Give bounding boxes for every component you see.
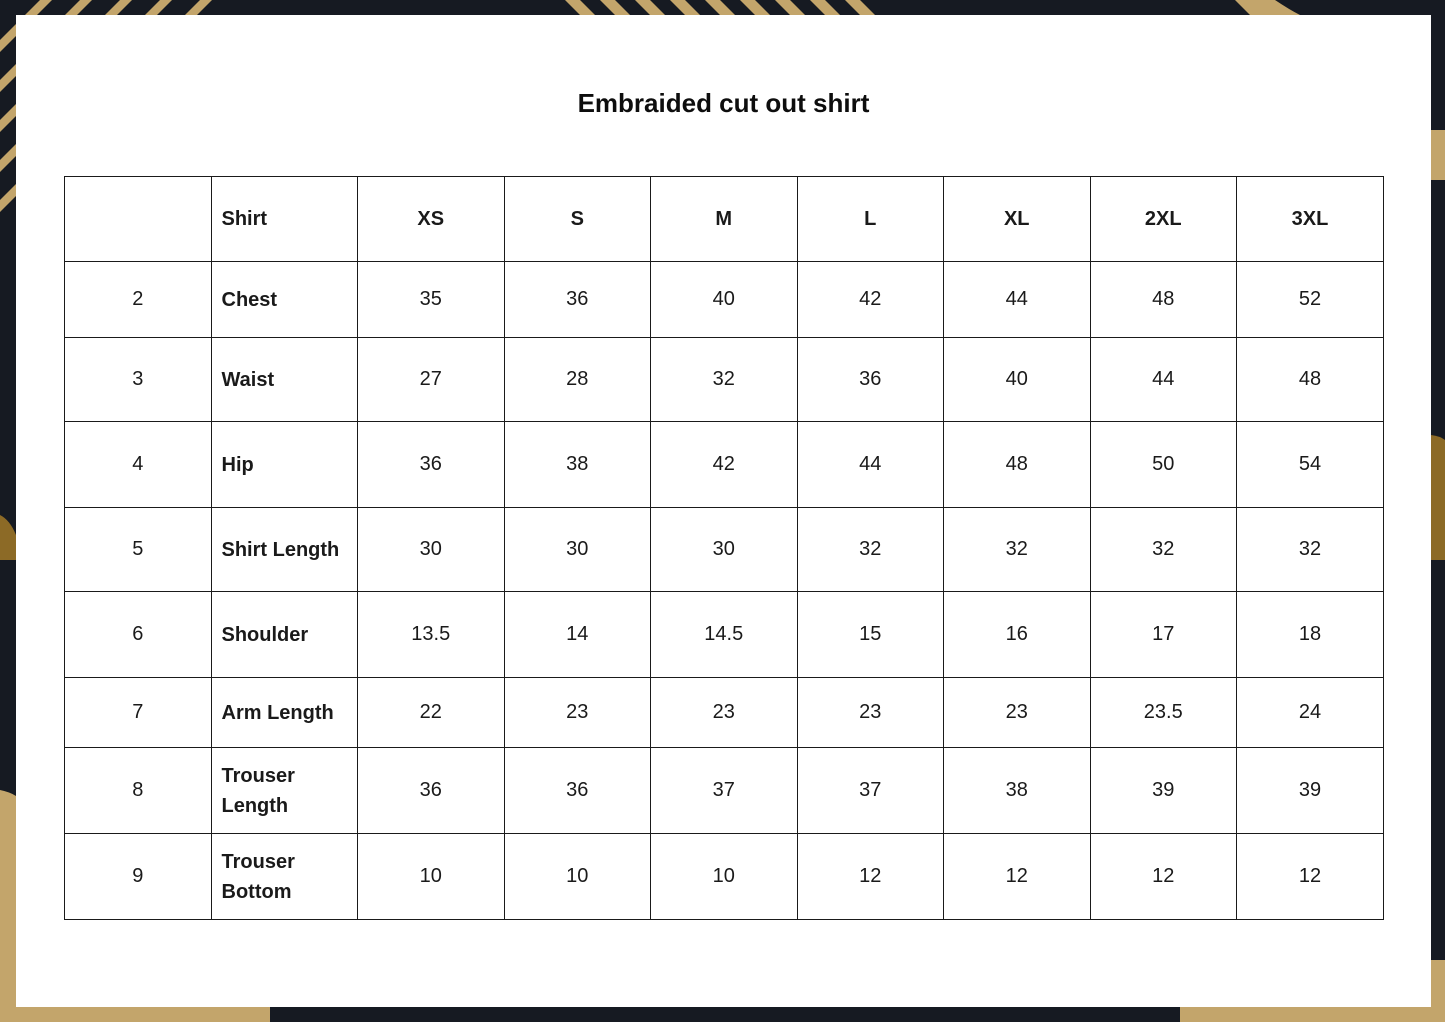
size-value-cell: 10 (651, 834, 798, 920)
size-value-cell: 30 (651, 508, 798, 592)
size-value-cell: 13.5 (358, 592, 505, 678)
size-value-cell: 10 (358, 834, 505, 920)
size-value-cell: 23 (504, 678, 651, 748)
size-value-cell: 14.5 (651, 592, 798, 678)
size-value-cell: 54 (1237, 422, 1384, 508)
measurement-label-cell: Shirt Length (211, 508, 358, 592)
row-number-cell: 5 (65, 508, 212, 592)
size-value-cell: 36 (504, 262, 651, 338)
size-value-cell: 39 (1090, 748, 1237, 834)
header-cell: S (504, 177, 651, 262)
measurement-label-cell: Trouser Length (211, 748, 358, 834)
measurement-label-cell: Hip (211, 422, 358, 508)
size-value-cell: 28 (504, 338, 651, 422)
size-value-cell: 36 (504, 748, 651, 834)
size-value-cell: 14 (504, 592, 651, 678)
size-value-cell: 23 (797, 678, 944, 748)
size-value-cell: 23.5 (1090, 678, 1237, 748)
measurement-label-cell: Trouser Bottom (211, 834, 358, 920)
table-row (65, 508, 1384, 592)
size-value-cell: 12 (944, 834, 1091, 920)
row-number-cell: 3 (65, 338, 212, 422)
size-value-cell: 18 (1237, 592, 1384, 678)
size-value-cell: 32 (1237, 508, 1384, 592)
row-number-cell: 4 (65, 422, 212, 508)
header-cell: 2XL (1090, 177, 1237, 262)
size-value-cell: 48 (1090, 262, 1237, 338)
size-value-cell: 37 (797, 748, 944, 834)
header-cell: Shirt (211, 177, 358, 262)
size-value-cell: 44 (944, 262, 1091, 338)
row-number-cell: 7 (65, 678, 212, 748)
size-value-cell: 37 (651, 748, 798, 834)
size-value-cell: 23 (651, 678, 798, 748)
size-value-cell: 12 (797, 834, 944, 920)
row-number-cell: 6 (65, 592, 212, 678)
size-value-cell: 23 (944, 678, 1091, 748)
header-cell: XL (944, 177, 1091, 262)
size-value-cell: 48 (1237, 338, 1384, 422)
table-row (65, 834, 1384, 920)
size-value-cell: 39 (1237, 748, 1384, 834)
table-row (65, 748, 1384, 834)
table-row (65, 592, 1384, 678)
size-value-cell: 36 (358, 422, 505, 508)
row-number-cell: 2 (65, 262, 212, 338)
size-value-cell: 50 (1090, 422, 1237, 508)
size-value-cell: 15 (797, 592, 944, 678)
size-value-cell: 44 (1090, 338, 1237, 422)
size-value-cell: 32 (1090, 508, 1237, 592)
size-value-cell: 30 (358, 508, 505, 592)
size-value-cell: 36 (358, 748, 505, 834)
size-value-cell: 30 (504, 508, 651, 592)
header-cell: 3XL (1237, 177, 1384, 262)
page-title: Embraided cut out shirt (577, 88, 870, 118)
size-value-cell: 32 (944, 508, 1091, 592)
size-value-cell: 36 (797, 338, 944, 422)
size-chart-card (16, 15, 1431, 1007)
size-value-cell: 38 (504, 422, 651, 508)
size-value-cell: 42 (651, 422, 798, 508)
measurement-label-cell: Arm Length (211, 678, 358, 748)
size-value-cell: 42 (797, 262, 944, 338)
size-value-cell: 17 (1090, 592, 1237, 678)
size-value-cell: 38 (944, 748, 1091, 834)
size-value-cell: 35 (358, 262, 505, 338)
size-value-cell: 52 (1237, 262, 1384, 338)
size-value-cell: 12 (1237, 834, 1384, 920)
header-cell-blank (65, 177, 212, 262)
measurement-label-cell: Waist (211, 338, 358, 422)
size-value-cell: 12 (1090, 834, 1237, 920)
size-value-cell: 27 (358, 338, 505, 422)
table-header-row (65, 177, 1384, 262)
row-number-cell: 8 (65, 748, 212, 834)
header-cell: XS (358, 177, 505, 262)
size-value-cell: 32 (651, 338, 798, 422)
table-row (65, 262, 1384, 338)
size-value-cell: 40 (944, 338, 1091, 422)
size-value-cell: 40 (651, 262, 798, 338)
size-value-cell: 48 (944, 422, 1091, 508)
measurement-label-cell: Shoulder (211, 592, 358, 678)
table-row (65, 422, 1384, 508)
measurement-label-cell: Chest (211, 262, 358, 338)
size-value-cell: 16 (944, 592, 1091, 678)
header-cell: L (797, 177, 944, 262)
size-value-cell: 24 (1237, 678, 1384, 748)
table-row (65, 338, 1384, 422)
size-chart-table (64, 176, 1384, 920)
size-value-cell: 44 (797, 422, 944, 508)
size-value-cell: 10 (504, 834, 651, 920)
size-value-cell: 32 (797, 508, 944, 592)
table-row (65, 678, 1384, 748)
header-cell: M (651, 177, 798, 262)
row-number-cell: 9 (65, 834, 212, 920)
size-value-cell: 22 (358, 678, 505, 748)
